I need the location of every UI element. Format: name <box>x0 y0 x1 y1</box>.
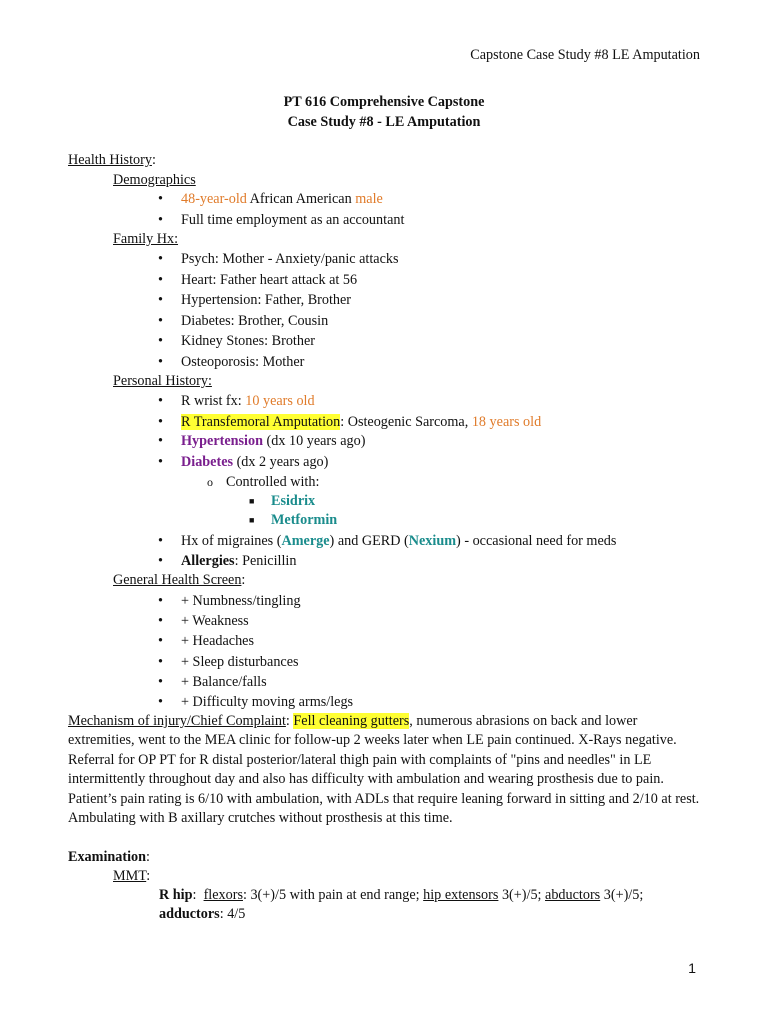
sub-list-item: o Controlled with: <box>207 474 320 490</box>
list-item: • + Numbness/tingling <box>158 593 301 609</box>
list-item: • Hypertension: Father, Brother <box>158 292 352 308</box>
list-item: • Psych: Mother - Anxiety/panic attacks <box>158 251 399 267</box>
list-item: • R wrist fx: 10 years old <box>158 393 315 409</box>
general-health-heading: General Health Screen: <box>113 572 246 588</box>
list-item: • + Headaches <box>158 633 254 649</box>
family-hx-heading: Family Hx: <box>113 231 179 247</box>
demographics-heading: Demographics <box>113 172 196 188</box>
running-header: Capstone Case Study #8 LE Amputation <box>470 47 700 63</box>
list-item: • Osteoporosis: Mother <box>158 354 305 370</box>
list-item: • + Sleep disturbances <box>158 654 299 670</box>
list-item: • Heart: Father heart attack at 56 <box>158 272 358 288</box>
page-number: 1 <box>688 961 696 977</box>
list-item: • Kidney Stones: Brother <box>158 333 315 349</box>
mmt-heading: MMT: <box>113 868 151 884</box>
list-item: • Allergies: Penicillin <box>158 553 297 569</box>
mmt-r-hip-line: R hip: flexors: 3(+)/5 with pain at end range; hip extensors 3(+)/5; abductors 3(+)/5; <box>159 887 644 903</box>
health-history-heading: Health History: <box>68 152 156 168</box>
sub-sub-list-item: ■ Metformin <box>249 512 338 528</box>
mmt-adductors-line: adductors: 4/5 <box>159 906 246 922</box>
document-title: PT 616 Comprehensive Capstone <box>283 94 485 110</box>
list-item: • Diabetes: Brother, Cousin <box>158 313 329 329</box>
list-item: • Hypertension (dx 10 years ago) <box>158 433 366 449</box>
list-item: • Diabetes (dx 2 years ago) <box>158 454 329 470</box>
document-subtitle: Case Study #8 - LE Amputation <box>287 114 481 130</box>
personal-history-heading: Personal History: <box>113 373 212 389</box>
list-item: • Hx of migraines (Amerge) and GERD (Nexium) - occasional need for meds <box>158 533 617 549</box>
sub-sub-list-item: ■ Esidrix <box>249 493 316 509</box>
mechanism-paragraph: Mechanism of injury/Chief Complaint: Fell cleaning gutters, numerous abrasions on back and lower extremities, went to the MEA clinic for follow-up 2 weeks later when LE pain continued. X-Rays negative. Referral for OP PT for R distal posterior/lateral thigh pain with complaints of "pins and needles" in LE intermittently throughout day and also has difficulty with ambulation and wearing prosthesis due to pain. Patient’s pain rating is 6/10 with ambulation, with ADLs that require leaning forward in sitting and 2/10 at rest. Ambulating with B axillary crutches without prosthesis at this time. <box>68 713 700 827</box>
list-item: • + Balance/falls <box>158 674 267 690</box>
list-item: • + Weakness <box>158 613 249 629</box>
list-item: • R Transfemoral Amputation: Osteogenic Sarcoma, 18 years old <box>158 414 542 430</box>
list-item: • Full time employment as an accountant <box>158 212 405 228</box>
examination-heading: Examination: <box>68 849 150 865</box>
list-item: • + Difficulty moving arms/legs <box>158 694 354 710</box>
list-item: • 48-year-old African American male <box>158 191 383 207</box>
